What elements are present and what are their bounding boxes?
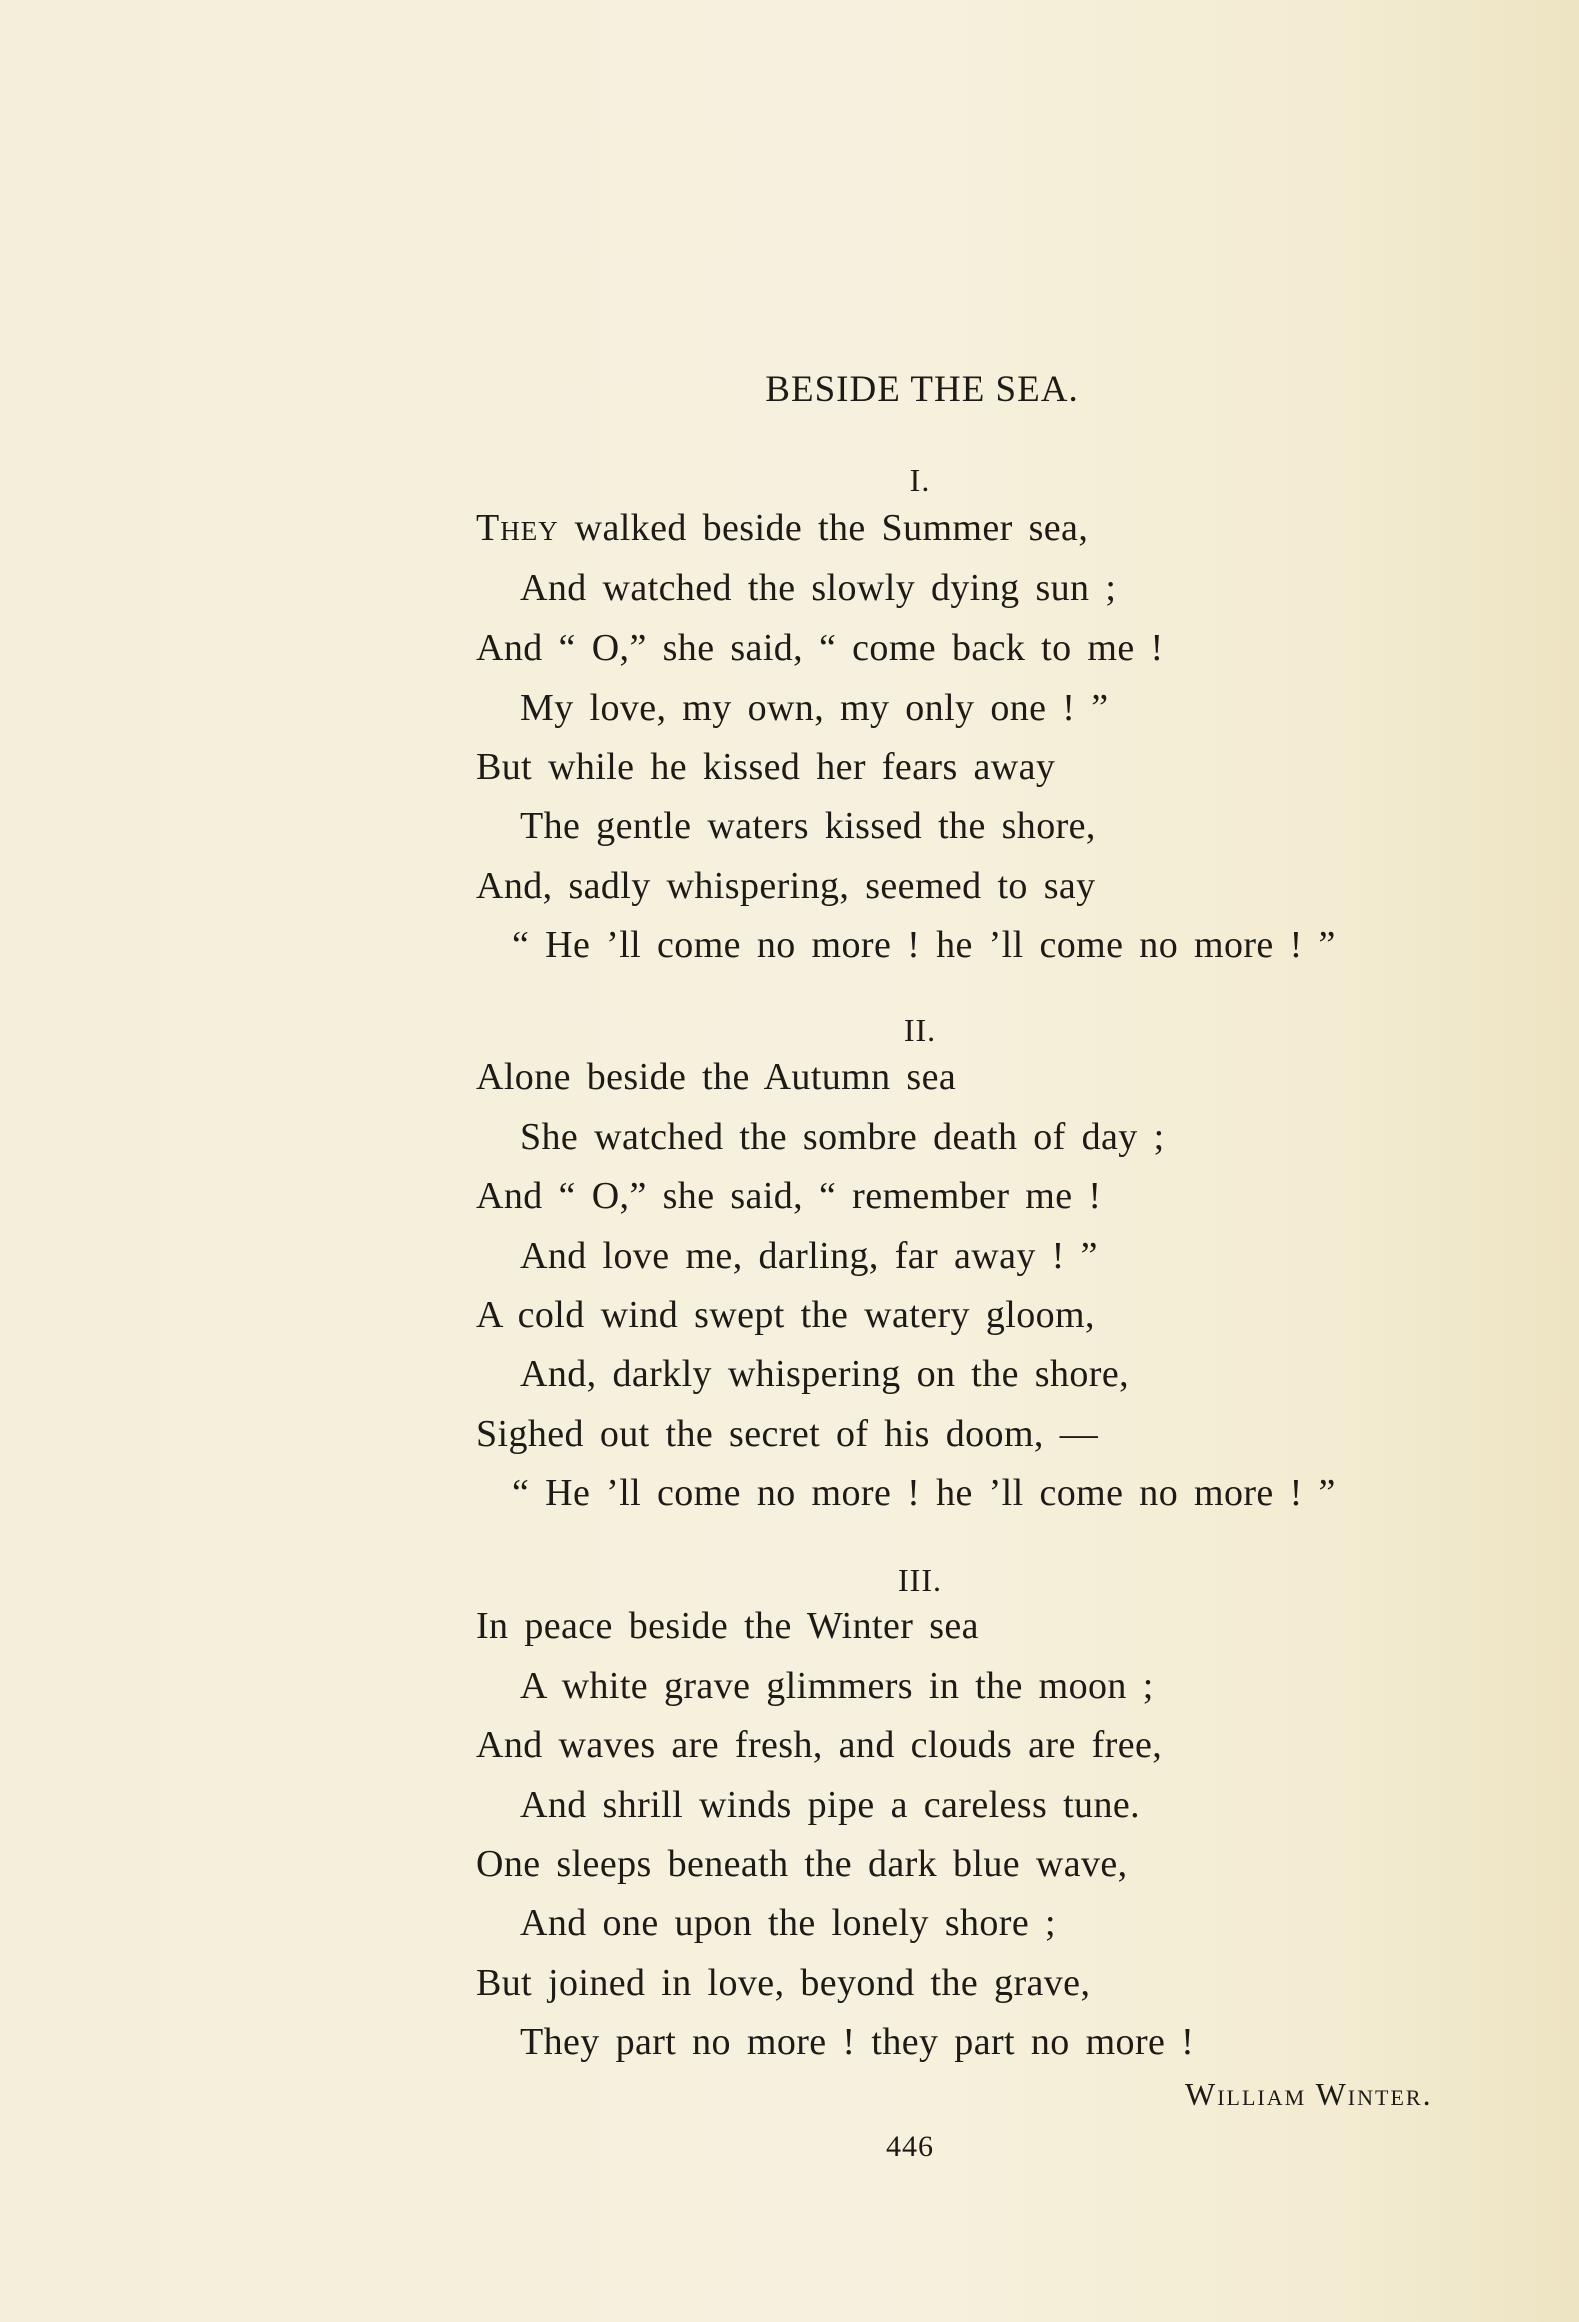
stanza-numeral-2: II. (903, 1012, 937, 1048)
poem-line: And love me, darling, far away ! ” (520, 1235, 1098, 1277)
poem-line: “ He ’ll come no more ! he ’ll come no more ! ” (512, 924, 1336, 966)
poem-line: And, sadly whispering, seemed to say (476, 865, 1096, 907)
stanza-numeral-1: I. (909, 462, 931, 498)
poem-line: One sleeps beneath the dark blue wave, (476, 1843, 1128, 1885)
poem-line: A white grave glimmers in the moon ; (520, 1665, 1154, 1707)
poem-line: The gentle waters kissed the shore, (520, 805, 1096, 847)
author-attribution: William Winter. (1185, 2076, 1433, 2112)
poem-line: But joined in love, beyond the grave, (476, 1962, 1091, 2004)
stanza-numeral-3: III. (898, 1562, 942, 1598)
poem-title: BESIDE THE SEA. (765, 369, 1079, 410)
poem-line: “ He ’ll come no more ! he ’ll come no more ! ” (512, 1472, 1336, 1514)
poem-line: And “ O,” she said, “ remember me ! (476, 1175, 1102, 1217)
poem-line: And waves are fresh, and clouds are free, (476, 1724, 1163, 1766)
poem-line: And watched the slowly dying sun ; (520, 567, 1117, 609)
poem-line: My love, my own, my only one ! ” (520, 687, 1109, 729)
poem-line: And shrill winds pipe a careless tune. (520, 1784, 1141, 1826)
poem-line: In peace beside the Winter sea (476, 1605, 979, 1647)
poem-line: A cold wind swept the watery gloom, (476, 1294, 1095, 1336)
first-word: They (476, 507, 559, 549)
poem-line: They part no more ! they part no more ! (520, 2021, 1195, 2063)
poem-line: She watched the sombre death of day ; (520, 1116, 1165, 1158)
poem-line: And “ O,” she said, “ come back to me ! (476, 627, 1164, 669)
poem-line: But while he kissed her fears away (476, 746, 1056, 788)
line-text: walked beside the Summer sea, (558, 507, 1089, 549)
poem-line: Alone beside the Autumn sea (476, 1056, 957, 1098)
poem-line: And, darkly whispering on the shore, (520, 1353, 1130, 1395)
page-number: 446 (886, 2130, 934, 2163)
poem-line: And one upon the lonely shore ; (520, 1902, 1056, 1944)
poem-line: Sighed out the secret of his doom, — (476, 1413, 1099, 1455)
poem-line (476, 506, 1088, 550)
